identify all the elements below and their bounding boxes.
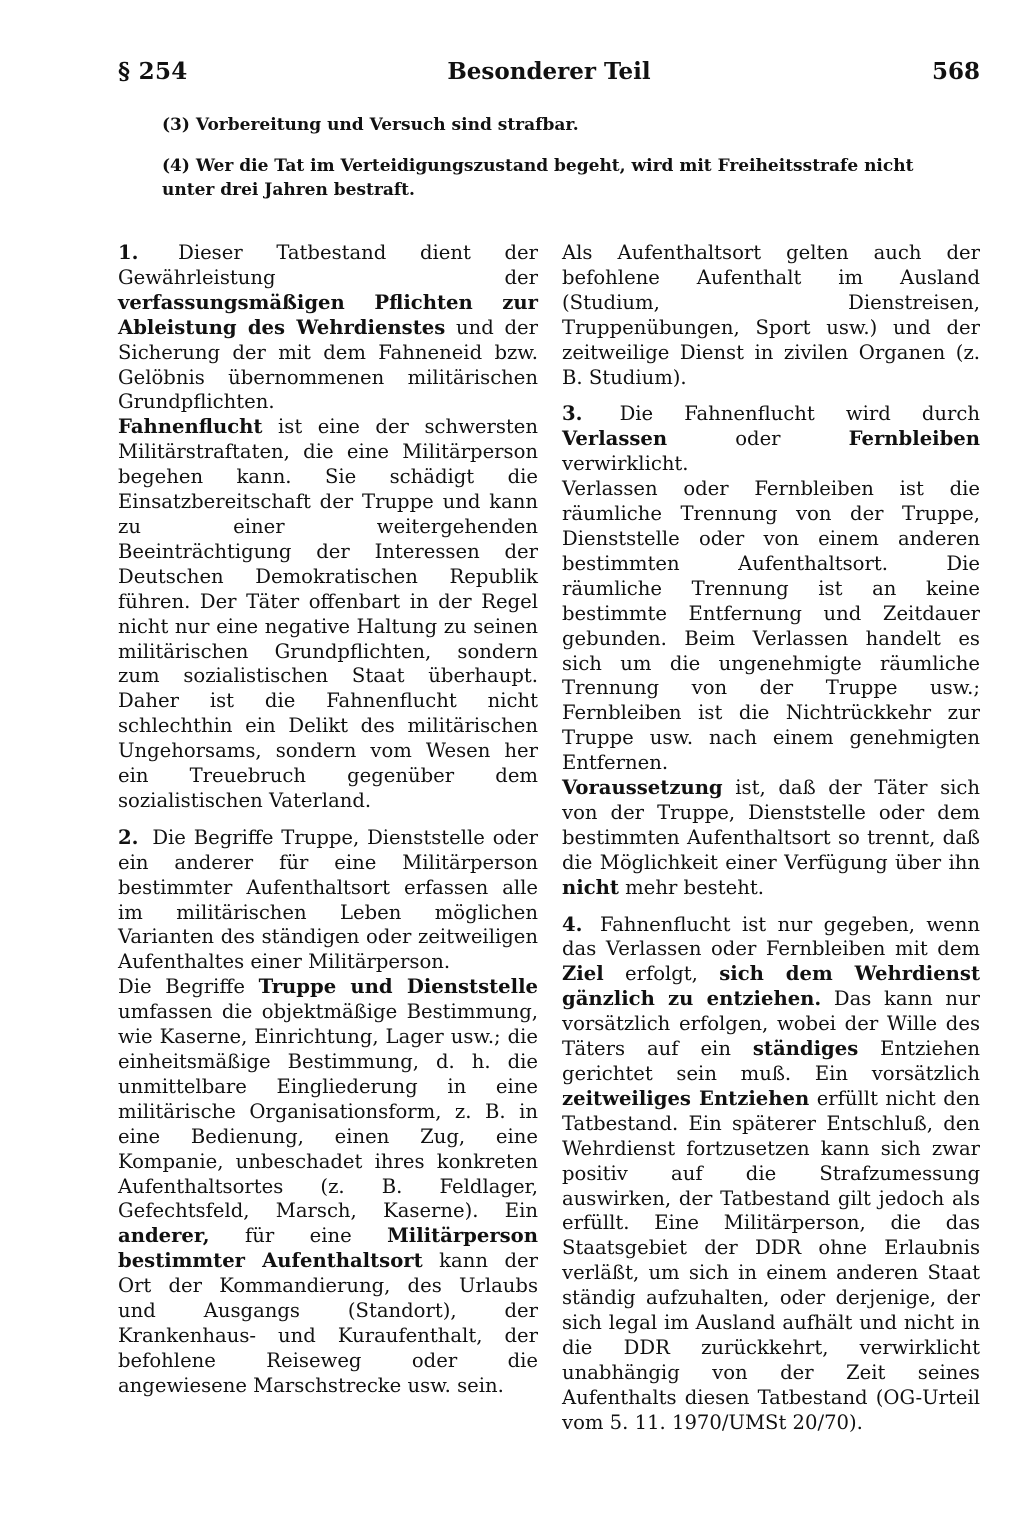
- note-text: verwirklicht.: [562, 452, 689, 476]
- note-text: Die Begriffe: [118, 975, 245, 999]
- note-text: Verlassen oder Fernbleiben ist die räumliche Trennung von der Truppe, Dienststelle oder von einem anderen bestimmten Aufenthaltsort. Die räumliche Trennung ist an keine bestimmte Entfernung und Zeitdauer gebunden. Beim Verlassen handelt es sich um die ungenehmigte räumliche Trennung von der Truppe usw.; Fernbleiben ist die Nichtrückkehr zur Truppe usw. nach einem genehmigten Entfernen.: [562, 477, 980, 775]
- note-number: 1.: [118, 241, 139, 264]
- note-text: Als Aufenthaltsort gelten auch der befohlene Aufenthalt im Ausland (Studium, Dienstreisen, Truppenübungen, Sport usw.) und der zeitweilige Dienst in zivilen Organen (z. B. Studium).: [562, 241, 980, 389]
- note-emphasis: verfassungsmäßigen Pflichten zur Ableistung des Wehrdienstes: [118, 290, 538, 339]
- note-emphasis: Militärperson bestimmter Aufenthaltsort: [118, 1224, 538, 1273]
- note-text: erfüllt nicht den Tatbestand. Ein späterer Entschluß, den Wehrdienst fortzusetzen kann sich zwar positiv auf die Strafzumessung auswirken, der Tatbestand gilt jedoch als erfüllt. Eine Militärperson, die das Staatsgebiet der DDR ohne Erlaubnis verläßt, um sich in einem anderen Staat ständig aufzuhalten, oder derjenige, der sich legal im Ausland aufhält und nicht in die DDR zurückkehrt, verwirklicht unabhängig von der Zeit seines Aufenthalts diesen Tatbestand (OG-Urteil vom 5. 11. 1970/UMSt 20/70).: [562, 1086, 980, 1434]
- note-emphasis: Truppe und Dienststelle: [258, 975, 538, 999]
- note-text: umfassen die objektmäßige Bestimmung, wie Kaserne, Einrichtung, Lager usw.; die einheitsmäßige Bestimmung, d. h. die unmittelbare Eingliederung in eine militärische Organisationsform, z. B. in eine Bedienung, einen Zug, eine Kompanie, unbeschadet ihres konkreten Aufenthaltsortes (z. B. Feldlager, Gefechtsfeld, Marsch, Kaserne). Ein: [118, 1000, 538, 1223]
- note-1-continued: [118, 415, 538, 814]
- note-emphasis: Verlassen: [562, 427, 668, 451]
- note-text: Dieser Tatbestand dient der Gewährleistung der: [118, 241, 538, 289]
- law-paragraph-3: (3) Vorbereitung und Versuch sind strafbar.: [162, 115, 579, 135]
- commentary-left-column: [118, 241, 538, 1399]
- commentary-right-column: [562, 241, 980, 1436]
- note-emphasis: sich dem Wehrdienst gänzlich zu entziehen.: [562, 962, 980, 1011]
- note-2: [118, 826, 538, 975]
- note-3-continued: [562, 477, 980, 776]
- note-emphasis: Fahnenflucht: [118, 415, 263, 439]
- note-text: für eine: [245, 1224, 352, 1248]
- note-text: Das kann nur vorsätzlich erfolgen, wobei der Wille des Täters auf ein: [562, 987, 980, 1061]
- note-text: Entziehen gerichtet sein muß. Ein vorsätzlich: [562, 1037, 980, 1085]
- note-3: [562, 402, 980, 477]
- note-emphasis: Fernbleiben: [848, 427, 981, 451]
- note-1: [118, 241, 538, 415]
- note-emphasis: zeitweiliges Entziehen: [562, 1086, 810, 1110]
- note-number: 4.: [562, 912, 583, 936]
- note-4: [562, 913, 980, 1436]
- note-text: Die Begriffe Truppe, Dienststelle oder ein anderer für eine Militärperson bestimmter Aufenthaltsort erfassen alle im militärischen Leben möglichen Varianten des ständigen oder zeitweiligen Aufenthaltes einer Militärperson.: [118, 825, 538, 974]
- note-text: ist eine der schwersten Militärstraftaten, die eine Militärperson begehen kann. Sie schädigt die Einsatzbereitschaft der Truppe und kann zu einer weitergehenden Beeinträchtigung der Interessen der Deutschen Demokratischen Republik führen. Der Täter offenbart in der Regel nicht nur eine negative Haltung zu seinen militärischen Grundpflichten, sondern zum sozialistischen Staat überhaupt. Daher ist die Fahnenflucht nicht schlechthin ein Delikt des militärischen Ungehorsams, sondern vom Wesen her ein Treuebruch gegenüber dem sozialistischen Vaterland.: [118, 415, 538, 812]
- law-paragraph-4: (4) Wer die Tat im Verteidigungszustand begeht, wird mit Freiheitsstrafe nicht unter drei Jahren bestraft.: [162, 156, 914, 200]
- note-3-condition: [562, 776, 980, 901]
- note-text: ist, daß der Täter sich von der Truppe, Dienststelle oder dem bestimmten Aufenthaltsort so trennt, daß die Möglichkeit einer Verfügung über ihn: [562, 776, 980, 874]
- note-emphasis: ständiges: [752, 1037, 859, 1061]
- note-text: Fahnenflucht ist nur gegeben, wenn das Verlassen oder Fernbleiben mit dem: [562, 912, 980, 961]
- note-emphasis: nicht: [562, 875, 619, 899]
- running-title: Besonderer Teil: [447, 58, 651, 85]
- note-emphasis: Voraussetzung: [562, 776, 723, 800]
- note-text: erfolgt,: [624, 962, 698, 986]
- note-text: oder: [735, 427, 781, 451]
- note-2-end: [562, 241, 980, 390]
- section-number: § 254: [118, 58, 188, 85]
- note-text: und der Sicherung der mit dem Fahneneid bzw. Gelöbnis übernommenen militärischen Grundpflichten.: [118, 315, 538, 414]
- page-number: 568: [931, 58, 980, 85]
- note-number: 3.: [562, 402, 583, 426]
- page-header: [118, 58, 980, 98]
- note-number: 2.: [118, 825, 139, 849]
- note-text: mehr besteht.: [625, 875, 764, 899]
- note-2-continued: [118, 975, 538, 1398]
- note-text: kann der Ort der Kommandierung, des Urlaubs und Ausgangs (Standort), der Krankenhaus- und Kuraufenthalt, der befohlene Reiseweg oder die angewiesene Marschstrecke usw. sein.: [118, 1249, 538, 1397]
- note-text: Die Fahnenflucht wird durch: [619, 402, 980, 426]
- note-emphasis: Ziel: [562, 962, 604, 986]
- note-emphasis: anderer,: [118, 1224, 210, 1248]
